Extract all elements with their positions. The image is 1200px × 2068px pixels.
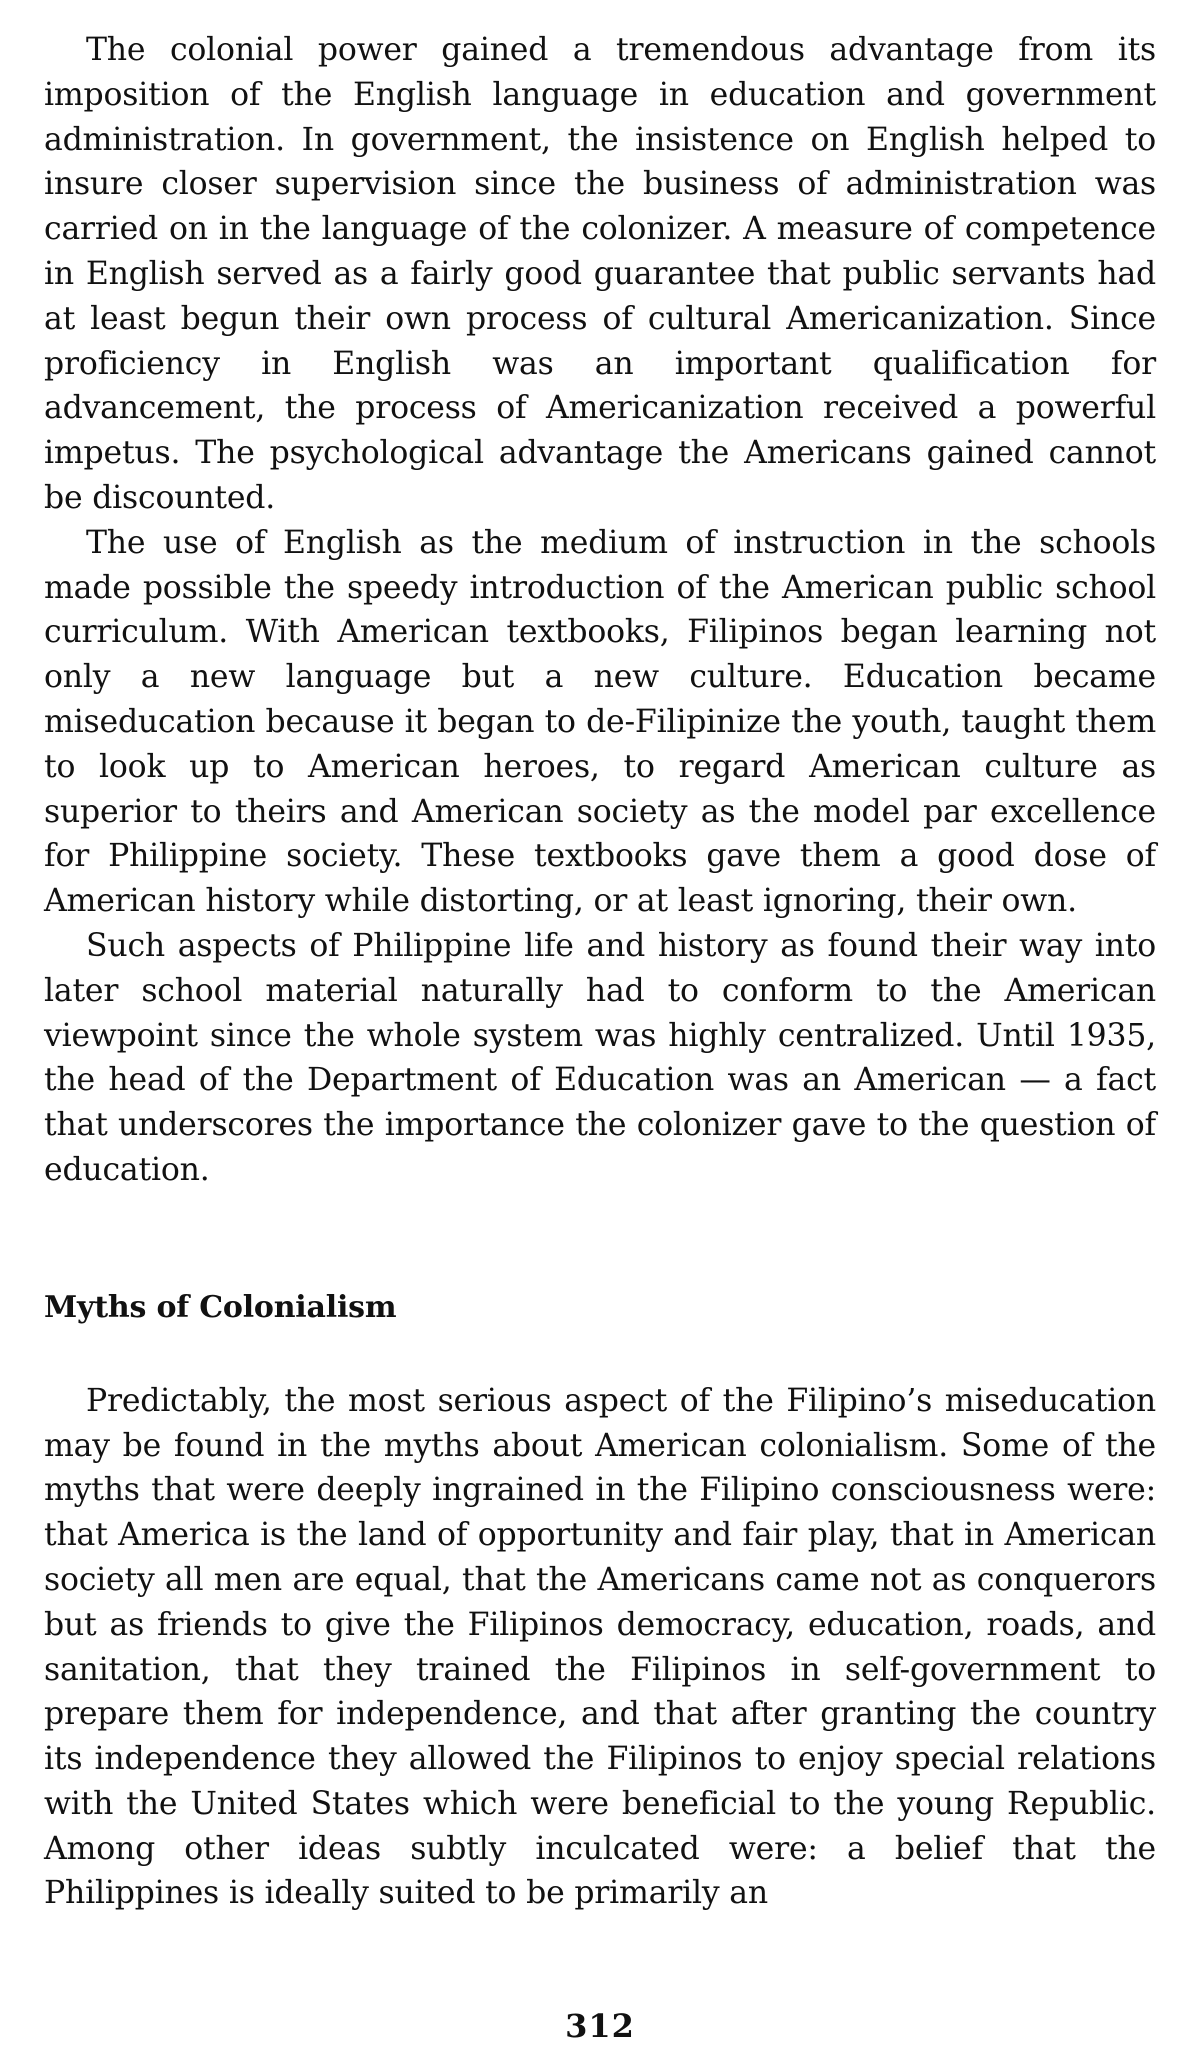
paragraph-school-material: Such aspects of Philippine life and history as found their way into later school material naturally had to conform to the American viewpoint since the whole system was highly centralized. Until 1935, the head of the Department of Education was an American — a fact that underscores the importance the colonizer gave to the question of education.: [44, 927, 1156, 1188]
paragraph-english-advantage: The colonial power gained a tremendous advantage from its imposition of the English language in education and government administration. In government, the insistence on English helped to insure closer supervision since the business of administration was carried on in the language of the colonizer. A measure of competence in English served as a fairly good guarantee that public servants had at least begun their own process of cultural Americanization. Since proficiency in English was an important qualification for advancement, the process of Americanization received a powerful impetus. The psychological advantage the Americans gained cannot be discounted.: [44, 32, 1156, 516]
paragraph-english-instruction: The use of English as the medium of instruction in the schools made possible the speedy introduction of the American public school curriculum. With American textbooks, Filipinos began learning not only a new language but a new culture. Education became miseducation because it began to de-Filipinize the youth, taught them to look up to American heroes, to regard American culture as superior to theirs and American society as the model par excellence for Philippine society. These textbooks gave them a good dose of American history while distorting, or at least ignoring, their own.: [44, 524, 1156, 920]
section-heading: Myths of Colonialism: [44, 1289, 397, 1325]
book-page: [44, 28, 1156, 1916]
paragraph-myths: Predictably, the most serious aspect of the Filipino’s miseducation may be found in the myths about American colonialism. Some of the myths that were deeply ingrained in the Filipino consciousness were: that America is the land of opportunity and fair play, that in American society all men are equal, that the Americans came not as conquerors but as friends to give the Filipinos democracy, education, roads, and sanitation, that they trained the Filipinos in self-government to prepare them for independence, and that after granting the country its independence they allowed the Filipinos to enjoy special relations with the United States which were beneficial to the young Republic. Among other ideas subtly inculcated were: a belief that the Philippines is ideally suited to be primarily an: [44, 1382, 1156, 1912]
page-number: 312: [565, 2007, 635, 2045]
